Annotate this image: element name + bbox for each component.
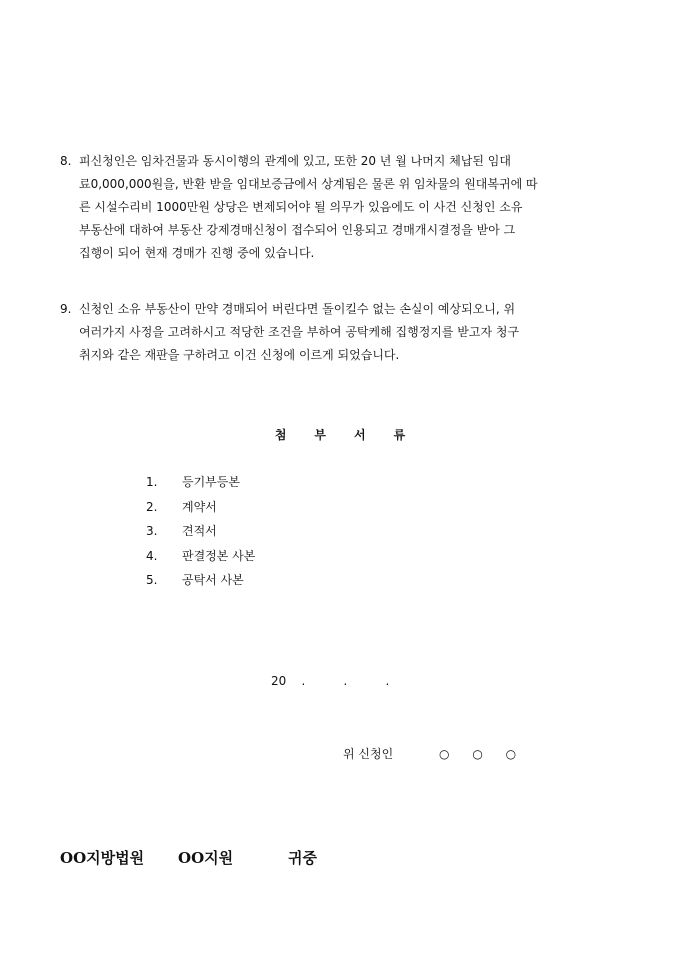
paragraph-item-8 xyxy=(60,150,622,265)
list-item-number: 3. xyxy=(146,524,158,538)
paragraph-line: 피신청인은 임차건물과 동시이행의 관계에 있고, 또한 20 년 월 나머지 체납된 임대 xyxy=(79,154,511,168)
court-name: OO지방법원 xyxy=(60,849,145,867)
paragraph-line: 부동산에 대하여 부동산 강제경매신청이 접수되어 인용되고 경매개시결정을 받아 그 xyxy=(79,223,516,237)
paragraph-line: 집행이 되어 현재 경매가 진행 중에 있습니다. xyxy=(79,246,315,260)
list-item-text: 등기부등본 xyxy=(182,475,240,489)
item-number: 9. xyxy=(60,302,72,316)
paragraph-item-9 xyxy=(60,298,622,367)
list-item-number: 5. xyxy=(146,573,158,587)
list-item-number: 4. xyxy=(146,548,158,563)
list-item-text: 공탁서 사본 xyxy=(182,573,244,587)
list-item-number: 1. xyxy=(146,475,158,489)
item-number: 8. xyxy=(60,154,72,168)
list-item-text: 계약서 xyxy=(182,499,217,514)
paragraph-line: 료0,000,000원을, 반환 받을 임대보증금에서 상계됨은 물론 위 임차물의 원대복귀에 따 xyxy=(79,177,538,191)
applicant-signature-line: 위 신청인 ○ ○ ○ xyxy=(343,747,517,761)
branch-name: OO지원 xyxy=(178,849,234,867)
paragraph-line: 른 시설수리비 1000만원 상당은 변제되어야 될 의무가 있음에도 이 사건 신청인 소유 xyxy=(79,200,523,214)
paragraph-line: 신청인 소유 부동산이 만약 경매되어 버린다면 돌이킬수 없는 손실이 예상되오니, 위 xyxy=(79,302,516,316)
list-item-text: 판결정본 사본 xyxy=(182,548,256,563)
paragraph-line: 취지와 같은 재판을 구하려고 이건 신청에 이르게 되었습니다. xyxy=(79,348,400,362)
attachments-title: 첨부서류 xyxy=(274,428,434,442)
address-suffix: 귀중 xyxy=(288,849,317,867)
paragraph-line: 여러가지 사정을 고려하시고 적당한 조건을 부하여 공탁케해 집행정지를 받고자 청구 xyxy=(79,325,520,339)
date-line: 20 . . . xyxy=(271,674,390,688)
list-item-number: 2. xyxy=(146,499,158,514)
list-item-text: 견적서 xyxy=(182,524,217,538)
court-address xyxy=(60,847,317,868)
